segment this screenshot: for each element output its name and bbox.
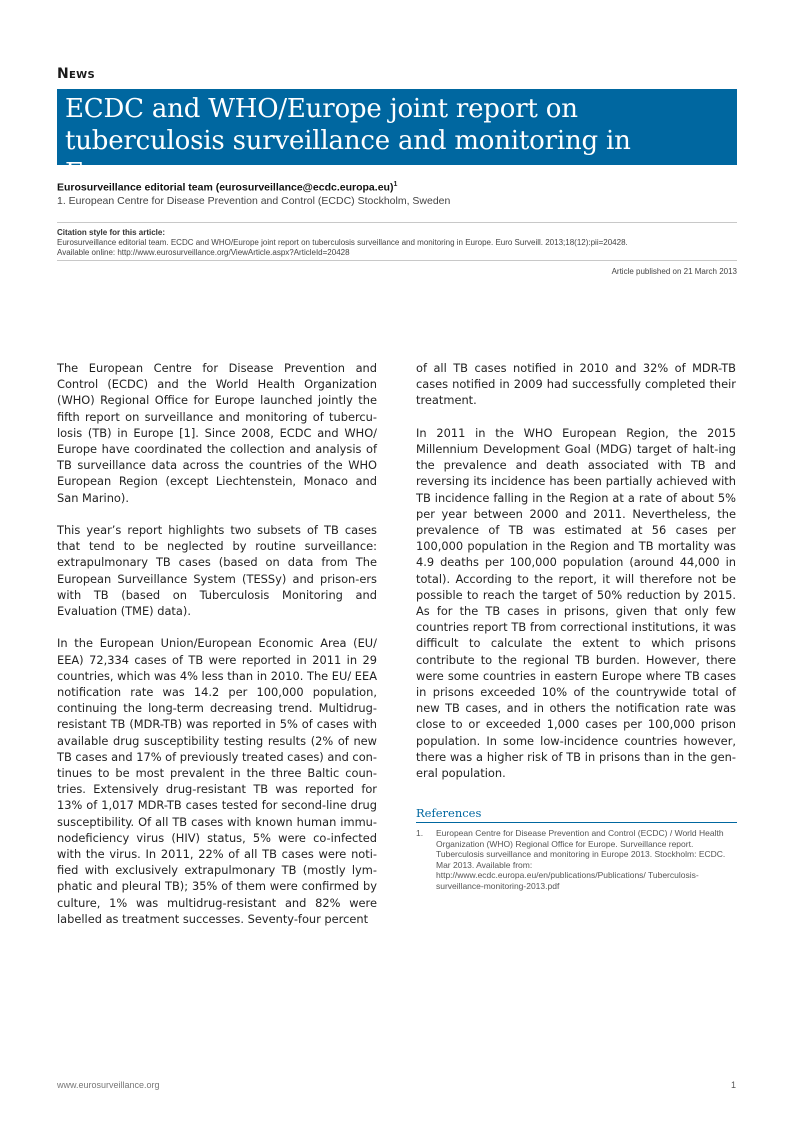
author-block (57, 178, 737, 208)
section-label: News (57, 66, 95, 82)
body-paragraph: The European Centre for Disease Prevention and Control (ECDC) and the World Health Organization (WHO) Regional Office for Europe launched jointly the fifth report on surveillance and monitoring of tubercu-losis (TB) in Europe [1]. Since 2008, ECDC and WHO/ Europe have coordinated the collection and analysis of TB surveillance data across the countries of the WHO European Region (except Liechtenstein, Monaco and San Marino). (57, 361, 377, 505)
divider-bottom (57, 260, 737, 261)
footer-site[interactable]: www.eurosurveillance.org (57, 1080, 160, 1090)
body-paragraph: of all TB cases notified in 2010 and 32% of MDR-TB cases notified in 2009 had successfully completed their treatment. (416, 361, 736, 408)
author-affiliation: 1. European Centre for Disease Prevention and Control (ECDC) Stockholm, Sweden (57, 194, 451, 207)
body-paragraph: In 2011 in the WHO European Region, the 2015 Millennium Development Goal (MDG) target of halt-ing the prevalence and death associated with TB and reversing its incidence has been partially achieved with TB incidence falling in the Region at a rate of about 5% per year between 2000 and 2011. Nevertheless, the prevalence of TB was estimated at 56 cases per 100,000 population in the Region and TB mortality was 4.9 deaths per 100,000 population (around 44,000 in total). According to the report, it will therefore not be possible to reach the target of 50% reduction by 2015. As for the TB cases in prisons, given that only few countries report TB from correctional institutions, it was difficult to calculate the extent to which prisons contribute to the regional TB burden. However, there were some countries in eastern Europe where TB cases in prisons exceeded 10% of the countrywide total of new TB cases, and in others the notification rate was close to or exceeded 1,000 cases per 100,000 prison population. In some low-incidence countries however, there was a higher risk of TB in prisons than in the gen-eral population. (416, 425, 736, 781)
author-names: Eurosurveillance editorial team (eurosurveillance@ecdc.europa.eu) (57, 181, 394, 194)
article-title: ECDC and WHO/Europe joint report on tuberculosis surveillance and monitoring in Europe (65, 94, 631, 188)
references-heading: References (416, 806, 737, 823)
body-column-right (416, 360, 736, 797)
citation-label: Citation style for this article: (57, 228, 166, 237)
reference-text[interactable]: European Centre for Disease Prevention and Control (ECDC) / World Health Organization (WHO) Regional Office for Europe. Surveillance report. Tuberculosis surveillance and monitoring in Europe 2013. Stockholm: ECDC. Mar 2013. Available from: http://www.ecdc.europa.eu/en/publications/Publications/ Tuberculosis-surveillance-monitoring-2013.pdf (436, 828, 726, 891)
body-column-left (57, 360, 377, 943)
citation-online-link[interactable]: Available online: http://www.eurosurveillance.org/ViewArticle.aspx?ArticleId=20428 (57, 248, 350, 257)
divider-top (57, 222, 737, 223)
page-number: 1 (730, 1080, 736, 1090)
references-list (416, 828, 737, 891)
citation-block (57, 228, 737, 258)
citation-text: Eurosurveillance editorial team. ECDC and WHO/Europe joint report on tuberculosis surveillance and monitoring in Europe. Euro Surveill. 2013;18(12):pii=20428. (57, 238, 628, 247)
body-paragraph: This year’s report highlights two subsets of TB cases that tend to be neglected by routine surveillance: extrapulmonary TB cases (based on data from The European Surveillance System (TESSy) and prison-ers with TB (based on Tuberculosis Monitoring and Evaluation (TME) data). (57, 523, 377, 619)
reference-item (416, 828, 737, 891)
publication-date: Article published on 21 March 2013 (611, 267, 737, 276)
reference-number: 1. (416, 828, 424, 838)
body-paragraph: In the European Union/European Economic Area (EU/ EEA) 72,334 cases of TB were reported in 2011 in 29 countries, which was 4% less than in 2010. The EU/ EEA notification rate was 14.2 per 100,000 population, continuing the long-term decreasing trend. Multidrug-resistant TB (MDR-TB) was reported in 5% of cases with available drug susceptibility testing results (2% of new TB cases and 17% of previously treated cases) and con-tinues to be most prevalent in the three Baltic coun-tries. Extensively drug-resistant TB was reported for 13% of 1,017 MDR-TB cases tested for second-line drug susceptibility. Of all TB cases with known human immu-nodeficiency virus (HIV) status, 5% were co-infected with the virus. In 2011, 22% of all TB cases were noti-fied with exclusively extrapulmonary TB (mostly lym-phatic and pleural TB); 35% of them were confirmed by culture, 1% was multidrug-resistant and 82% were labelled as treatment successes. Seventy-four percent (57, 636, 377, 926)
author-superscript: 1 (393, 181, 398, 188)
